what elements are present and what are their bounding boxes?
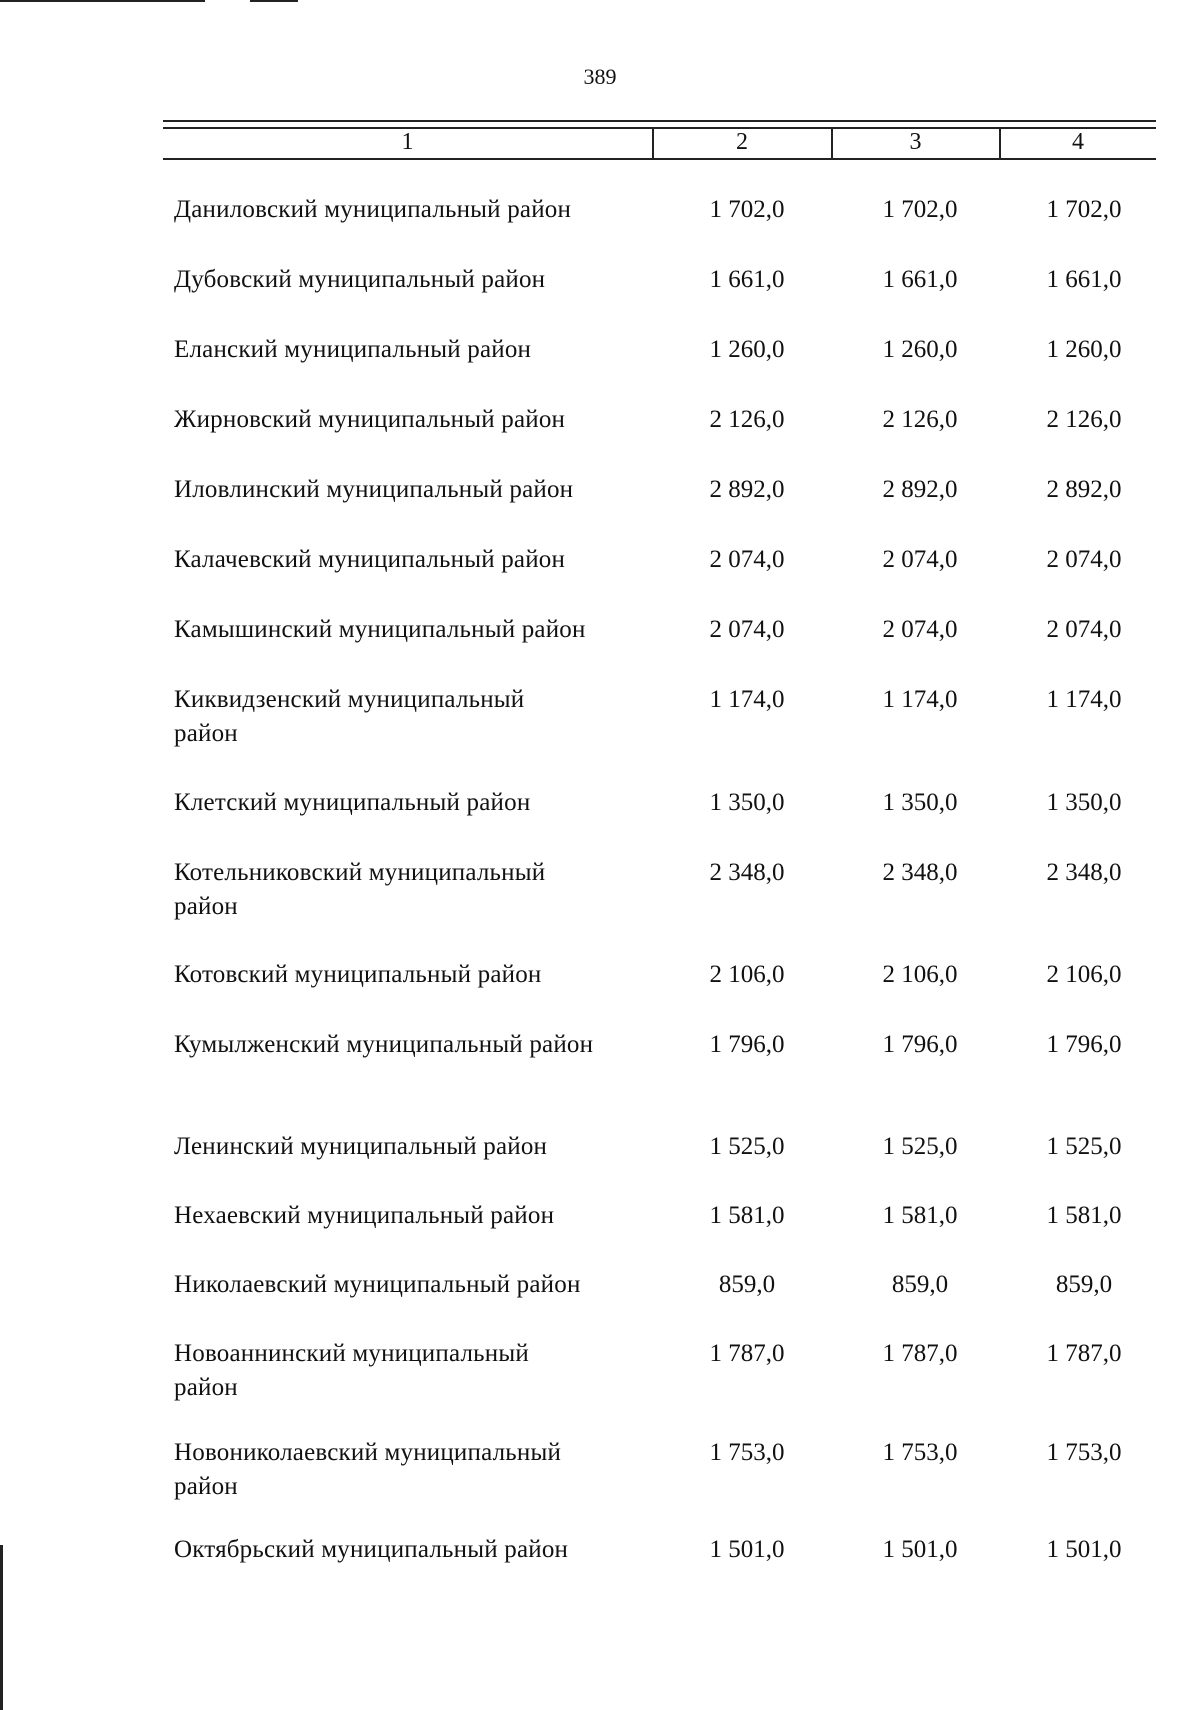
value-col-3: 1 501,0 — [882, 1536, 958, 1563]
district-name: Котельниковский муниципальный район — [174, 859, 546, 920]
value-col-4: 1 753,0 — [1046, 1439, 1122, 1466]
district-name: Киквидзенский муниципальный район — [174, 686, 525, 747]
district-name: Камышинский муниципальный район — [174, 616, 586, 643]
district-name: Ленинский муниципальный район — [174, 1133, 548, 1160]
value-col-4: 1 796,0 — [1046, 1031, 1122, 1058]
district-name: Дубовский муниципальный район — [174, 266, 546, 293]
value-col-4: 1 661,0 — [1046, 266, 1122, 293]
value-col-2: 1 796,0 — [709, 1031, 785, 1058]
value-col-2: 1 787,0 — [709, 1340, 785, 1367]
value-col-2: 2 074,0 — [709, 616, 785, 643]
value-col-2: 1 661,0 — [709, 266, 785, 293]
district-name: Клетский муниципальный район — [174, 789, 531, 816]
district-name: Нехаевский муниципальный район — [174, 1202, 555, 1229]
value-col-3: 1 581,0 — [882, 1202, 958, 1229]
value-col-3: 2 348,0 — [882, 859, 958, 886]
district-name: Калачевский муниципальный район — [174, 546, 566, 573]
column-header-4: 4 — [1072, 129, 1084, 155]
value-col-4: 1 501,0 — [1046, 1536, 1122, 1563]
column-header-1: 1 — [401, 129, 414, 155]
table-header-bottom-rule — [163, 158, 1156, 160]
value-col-4: 2 892,0 — [1046, 476, 1122, 503]
value-col-3: 1 787,0 — [882, 1340, 958, 1367]
value-col-2: 1 260,0 — [709, 336, 785, 363]
table-top-rule — [163, 120, 1156, 122]
district-name: Новоаннинский муниципальный район — [174, 1340, 529, 1401]
value-col-3: 1 174,0 — [882, 686, 958, 713]
value-col-2: 1 501,0 — [709, 1536, 785, 1563]
district-name: Иловлинский муниципальный район — [174, 476, 574, 503]
value-col-3: 1 525,0 — [882, 1133, 958, 1160]
value-col-4: 2 126,0 — [1046, 406, 1122, 433]
value-col-2: 2 106,0 — [709, 961, 785, 988]
value-col-4: 1 525,0 — [1046, 1133, 1122, 1160]
scan-edge-mark — [250, 0, 298, 2]
value-col-2: 2 126,0 — [709, 406, 785, 433]
value-col-3: 1 753,0 — [882, 1439, 958, 1466]
value-col-4: 859,0 — [1055, 1271, 1113, 1298]
value-col-3: 1 796,0 — [882, 1031, 958, 1058]
value-col-4: 1 174,0 — [1046, 686, 1122, 713]
value-col-3: 1 260,0 — [882, 336, 958, 363]
value-col-2: 1 702,0 — [709, 196, 785, 223]
district-name: Николаевский муниципальный район — [174, 1271, 581, 1298]
value-col-2: 1 581,0 — [709, 1202, 785, 1229]
value-col-4: 2 074,0 — [1046, 546, 1122, 573]
value-col-3: 1 661,0 — [882, 266, 958, 293]
value-col-4: 2 106,0 — [1046, 961, 1122, 988]
value-col-2: 1 350,0 — [709, 789, 785, 816]
value-col-3: 1 702,0 — [882, 196, 958, 223]
scan-edge-mark — [0, 0, 205, 2]
value-col-2: 1 753,0 — [709, 1439, 785, 1466]
value-col-4: 1 350,0 — [1046, 789, 1122, 816]
value-col-3: 2 106,0 — [882, 961, 958, 988]
value-col-2: 859,0 — [718, 1271, 776, 1298]
value-col-3: 1 350,0 — [882, 789, 958, 816]
district-name: Кумылженский муниципальный район — [174, 1031, 594, 1058]
value-col-2: 1 174,0 — [709, 686, 785, 713]
district-name: Октябрьский муниципальный район — [174, 1536, 569, 1563]
value-col-2: 1 525,0 — [709, 1133, 785, 1160]
value-col-4: 2 348,0 — [1046, 859, 1122, 886]
value-col-3: 859,0 — [891, 1271, 949, 1298]
column-header-2: 2 — [736, 129, 748, 155]
district-name: Жирновский муниципальный район — [174, 406, 566, 433]
district-name: Еланский муниципальный район — [174, 336, 532, 363]
value-col-4: 1 581,0 — [1046, 1202, 1122, 1229]
value-col-2: 2 074,0 — [709, 546, 785, 573]
value-col-4: 1 260,0 — [1046, 336, 1122, 363]
district-name: Котовский муниципальный район — [174, 961, 542, 988]
district-name: Даниловский муниципальный район — [174, 196, 572, 223]
column-header-3: 3 — [909, 129, 922, 155]
value-col-4: 1 787,0 — [1046, 1340, 1122, 1367]
value-col-4: 1 702,0 — [1046, 196, 1122, 223]
district-name: Новониколаевский муниципальный район — [174, 1439, 562, 1500]
scan-edge-mark — [0, 1545, 3, 1710]
value-col-2: 2 892,0 — [709, 476, 785, 503]
value-col-4: 2 074,0 — [1046, 616, 1122, 643]
page-number: 389 — [583, 64, 617, 89]
value-col-2: 2 348,0 — [709, 859, 785, 886]
value-col-3: 2 892,0 — [882, 476, 958, 503]
value-col-3: 2 074,0 — [882, 546, 958, 573]
value-col-3: 2 126,0 — [882, 406, 958, 433]
value-col-3: 2 074,0 — [882, 616, 958, 643]
